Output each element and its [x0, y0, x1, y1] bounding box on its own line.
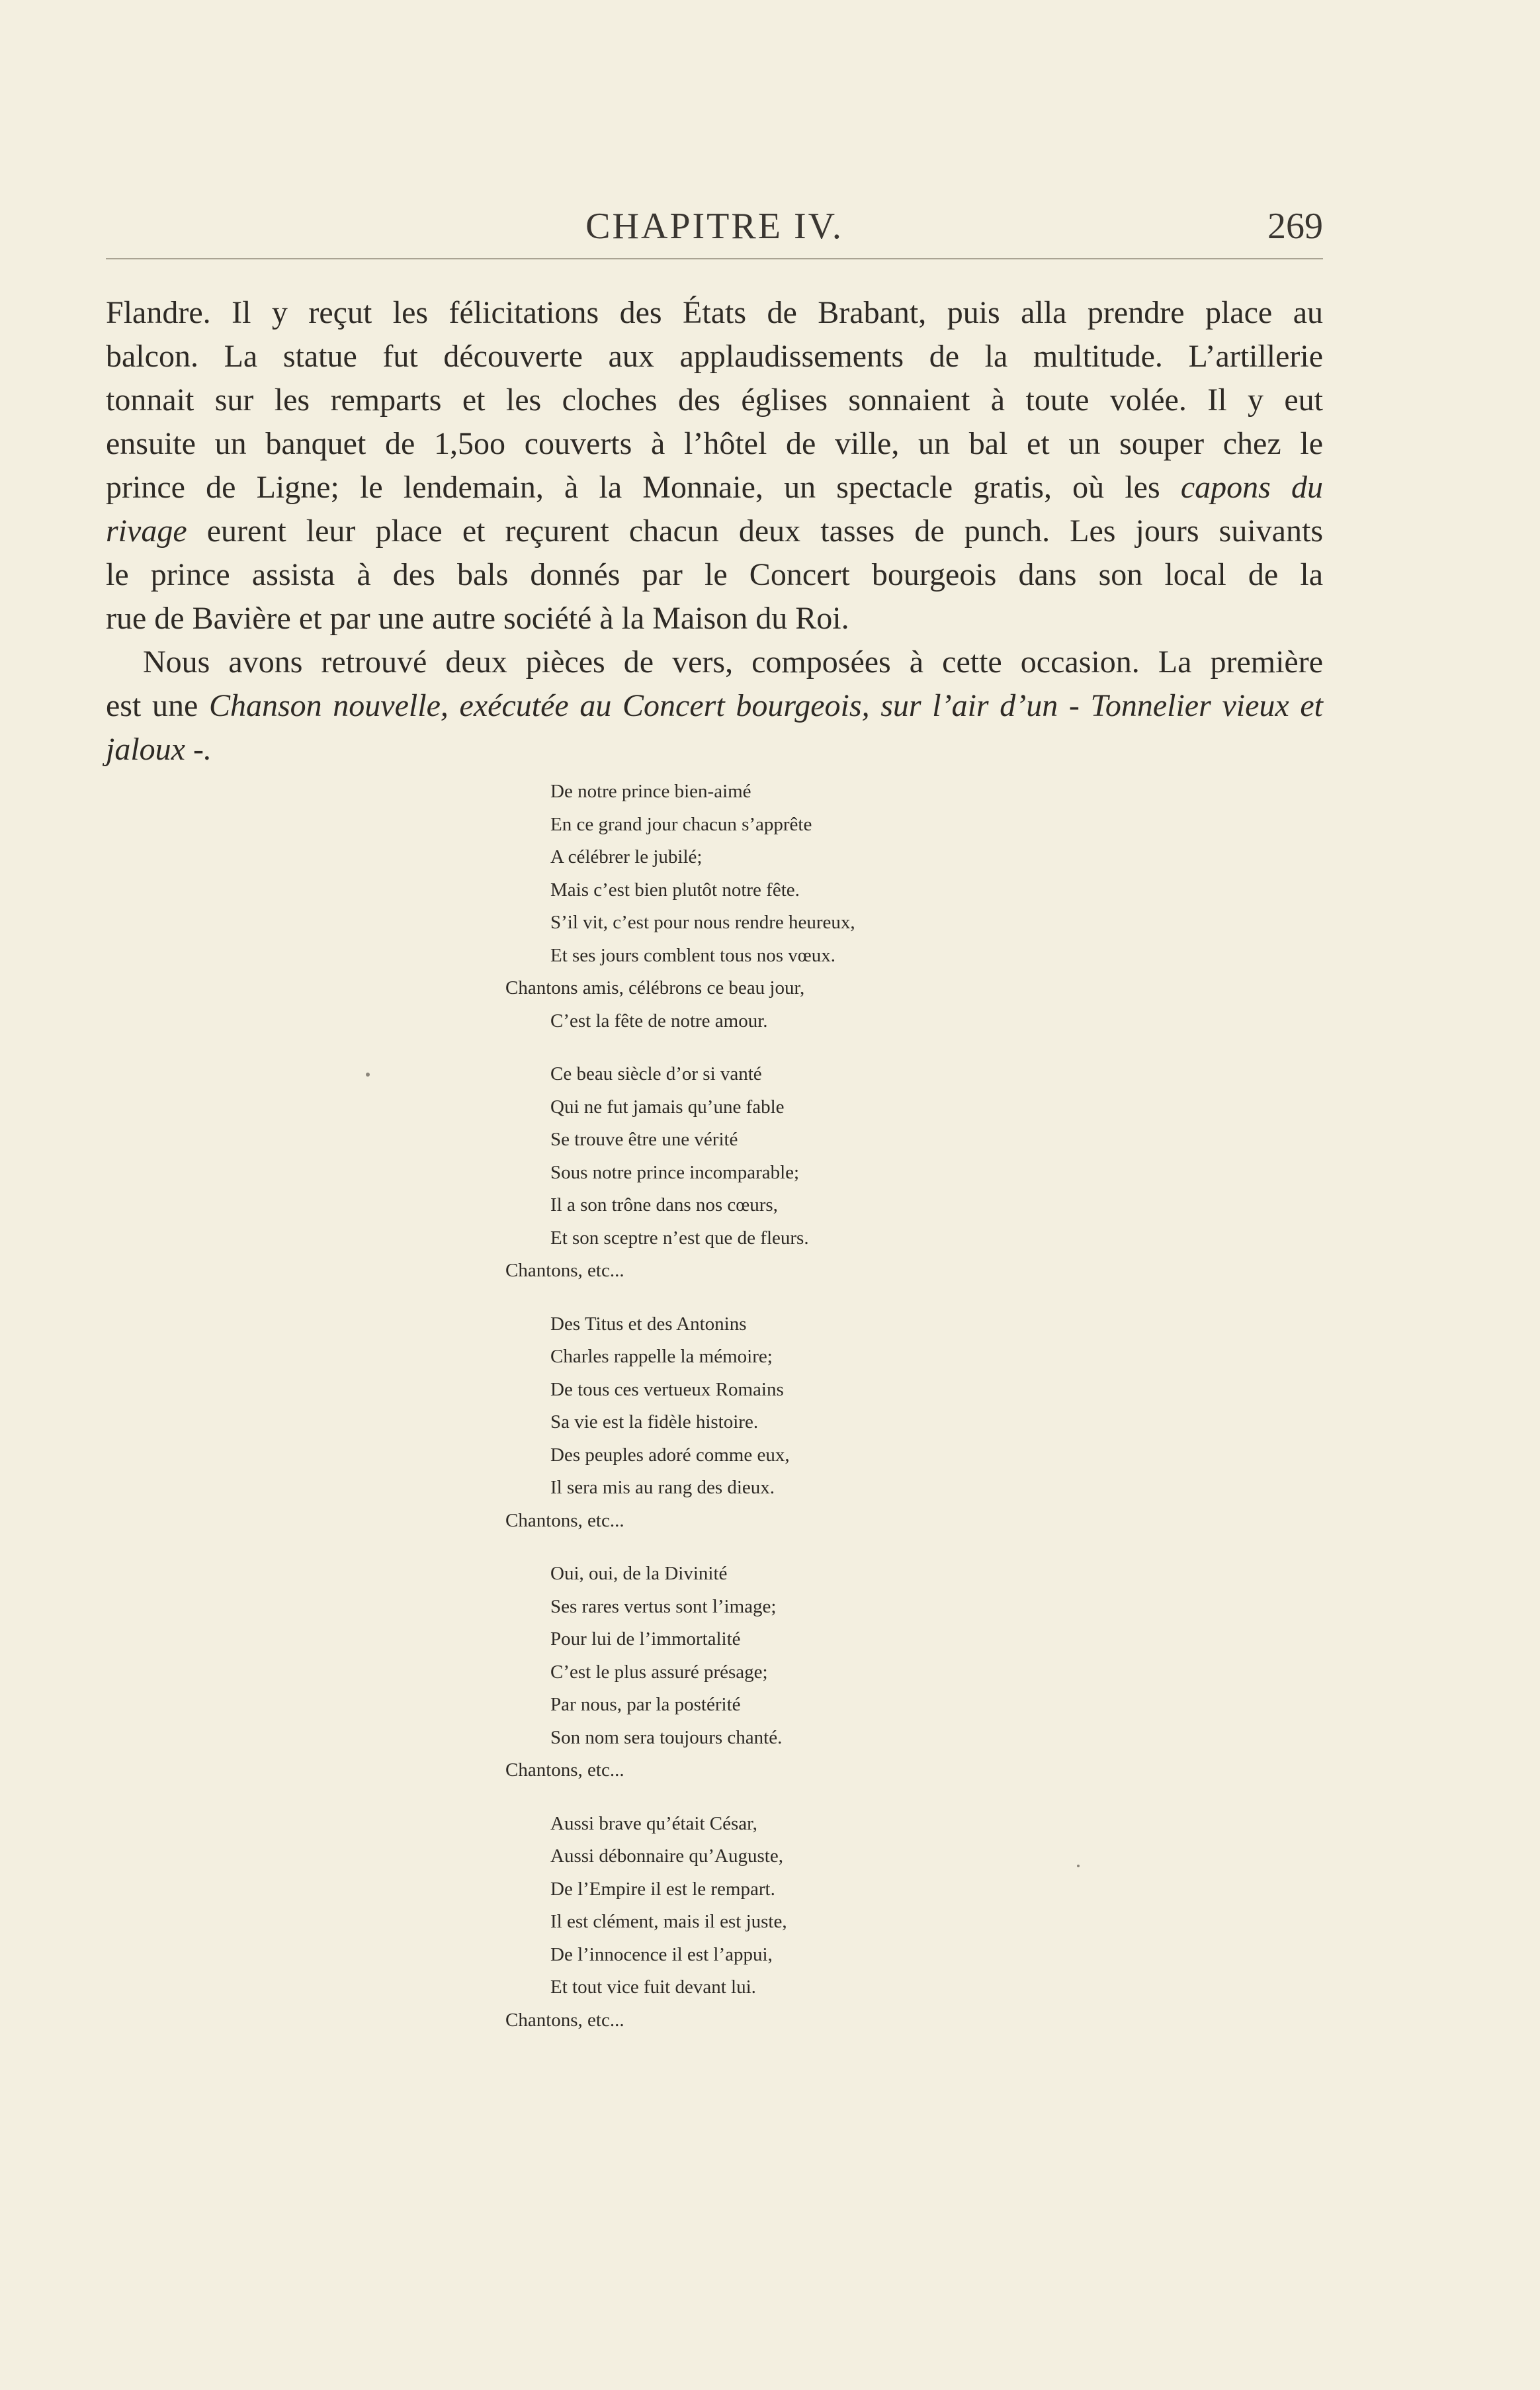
verse-line: De l’Empire il est le rempart. [550, 1878, 775, 1900]
verse-line: Et son sceptre n’est que de fleurs. [550, 1227, 809, 1249]
verse-line: Son nom sera toujours chanté. [550, 1726, 783, 1748]
running-header [106, 199, 1323, 259]
verse-line: Sous notre prince incomparable; [550, 1161, 800, 1183]
verse-line: Il est clément, mais il est juste, [550, 1911, 787, 1932]
paragraph [106, 291, 1323, 641]
italic-run: Chanson nouvelle, exécutée au Concert bourgeois, sur l’air d’un - Tonnelier vieux et [208, 688, 1324, 723]
verse-line: Il a son trône dans nos cœurs, [550, 1194, 778, 1216]
text-line [106, 509, 1323, 553]
verse-line: Charles rappelle la mémoire; [550, 1346, 773, 1367]
verse-line: A célébrer le jubilé; [550, 846, 703, 867]
verse-line: Et tout vice fuit devant lui. [550, 1976, 756, 1998]
verse-line: Sa vie est la fidèle histoire. [550, 1411, 759, 1433]
verse-line: Qui ne fut jamais qu’une fable [550, 1096, 785, 1118]
italic-run: capons du [1180, 470, 1324, 505]
verse-line: Ce beau siècle d’or si vanté [550, 1063, 762, 1084]
paragraph [106, 641, 1323, 772]
verse-line: Des Titus et des Antonins [550, 1313, 747, 1335]
text-line: tonnait sur les remparts et les cloches des églises sonnaient à toute volée. Il y eut [106, 382, 1323, 418]
text-line [106, 684, 1323, 728]
verse-line: Aussi brave qu’était César, [550, 1812, 757, 1834]
text-run: est une [106, 688, 209, 723]
stanza [503, 1058, 1005, 1288]
verse-line: Se trouve être une vérité [550, 1129, 738, 1150]
text-line: Flandre. Il y reçut les félicitations des États de Brabant, puis alla prendre place au [106, 295, 1323, 330]
verse-line: Oui, oui, de la Divinité [550, 1563, 728, 1584]
verse-line: De l’innocence il est l’appui, [550, 1943, 773, 1965]
prose-text [106, 291, 1323, 772]
refrain-line: Chantons, etc... [505, 1509, 624, 1531]
poem [503, 775, 1005, 2057]
text-line: Nous avons retrouvé deux pièces de vers, composées à cette occasion. La première [143, 644, 1323, 680]
refrain-line: Chantons amis, célébrons ce beau jour, [505, 977, 805, 998]
refrain-line: Chantons, etc... [505, 1759, 624, 1781]
stanza [503, 1308, 1005, 1538]
paper-speck [366, 1073, 370, 1077]
verse-line: Des peuples adoré comme eux, [550, 1444, 790, 1466]
text-line: le prince assista à des bals donnés par le Concert bourgeois dans son local de la [106, 557, 1323, 592]
text-line [106, 466, 1323, 509]
stanza [503, 775, 1005, 1038]
verse-line: Pour lui de l’immortalité [550, 1628, 741, 1650]
verse-line: De tous ces vertueux Romains [550, 1378, 784, 1400]
refrain-line: Chantons, etc... [505, 1260, 624, 1281]
verse-line: Par nous, par la postérité [550, 1694, 741, 1715]
text-line: rue de Bavière et par une autre société à la Maison du Roi. [106, 601, 849, 636]
text-line: balcon. La statue fut découverte aux applaudissements de la multitude. L’artillerie [106, 339, 1323, 374]
refrain-line: C’est la fête de notre amour. [550, 1010, 768, 1032]
stanza [503, 1808, 1005, 2037]
italic-run: rivage [106, 513, 187, 549]
text-line: jaloux -. [106, 732, 212, 767]
verse-line: Aussi débonnaire qu’Auguste, [550, 1845, 783, 1867]
chapter-title: CHAPITRE IV. [585, 206, 843, 247]
stanza [503, 1558, 1005, 1787]
paper-speck [1077, 1865, 1080, 1867]
text-run: prince de Ligne; le lendemain, à la Monnaie, un spectacle gratis, où les [106, 470, 1181, 505]
verse-line: S’il vit, c’est pour nous rendre heureux, [550, 912, 855, 933]
text-line: ensuite un banquet de 1,5oo couverts à l’hôtel de ville, un bal et un souper chez le [106, 426, 1323, 461]
verse-line: En ce grand jour chacun s’apprête [550, 813, 812, 835]
verse-line: Mais c’est bien plutôt notre fête. [550, 879, 800, 901]
verse-line: De notre prince bien-aimé [550, 781, 751, 802]
verse-line: C’est le plus assuré présage; [550, 1661, 768, 1683]
text-run: eurent leur place et reçurent chacun deux tasses de punch. Les jours suivants [187, 513, 1323, 549]
verse-line: Ses rares vertus sont l’image; [550, 1595, 777, 1617]
refrain-line: Chantons, etc... [505, 2009, 624, 2031]
page-number: 269 [1267, 206, 1323, 247]
verse-line: Et ses jours comblent tous nos vœux. [550, 944, 835, 966]
verse-line: Il sera mis au rang des dieux. [550, 1477, 775, 1498]
